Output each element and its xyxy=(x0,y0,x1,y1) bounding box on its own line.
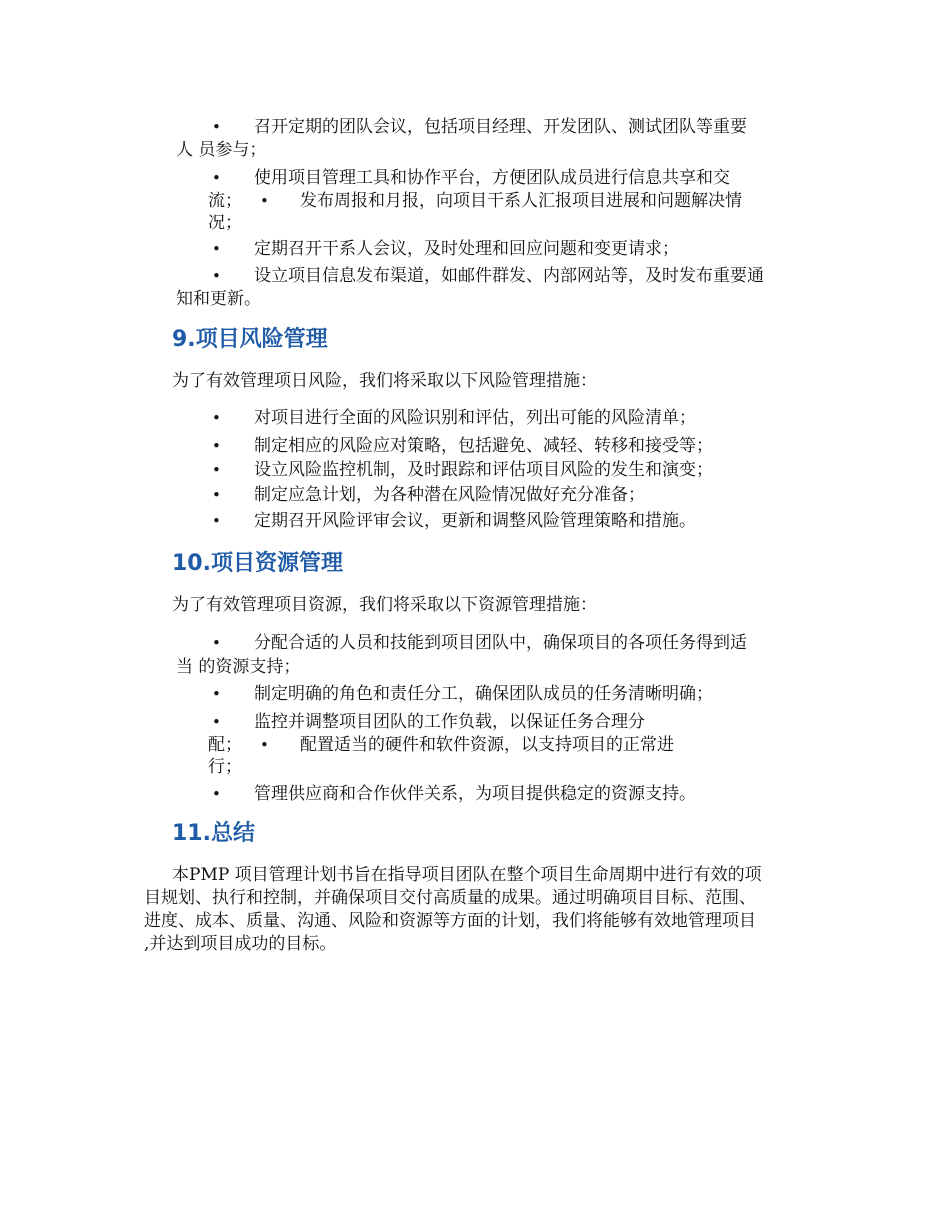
bullet-marker: • xyxy=(212,409,221,427)
resource-item-5: 管理供应商和合作伙伴关系，为项目提供稳定的资源支持。 xyxy=(254,784,696,804)
bullet-marker: • xyxy=(212,512,221,530)
risk-intro: 为了有效管理项日风险，我们将采取以下风险管理措施： xyxy=(172,371,597,391)
bullet-marker: • xyxy=(260,736,269,754)
risk-item: 设立风险监控机制，及时跟踪和评估项目风险的发生和演变； xyxy=(254,460,713,480)
bullet-marker: • xyxy=(212,461,221,479)
comm-item-1-line-1: 召开定期的团队会议，包括项目经理、开发团队、测试团队等重要 xyxy=(254,117,747,137)
resource-item-3-line-2: 配； xyxy=(208,735,242,755)
risk-item: 制定相应的风险应对策略，包括避免、减轻、转移和接受等； xyxy=(254,436,713,456)
bullet-marker: • xyxy=(212,785,221,803)
comm-item-5-line-2: 知和更新。 xyxy=(176,289,261,309)
summary-line-3: 进度、成本、质量、沟通、风险和资源等方面的计划，我们将能够有效地管理项目 xyxy=(144,911,756,931)
resource-item-4-line-2: 行； xyxy=(208,757,242,777)
risk-item: 定期召开风险评审会议，更新和调整风险管理策略和措施。 xyxy=(254,511,696,531)
comm-item-2-line-2: 流； xyxy=(208,191,242,211)
comm-item-2-line-1: 使用项目管理工具和协作平台，方便团队成员进行信息共享和交 xyxy=(254,168,730,188)
bullet-marker: • xyxy=(212,634,221,652)
bullet-marker: • xyxy=(212,240,221,258)
risk-item: 对项目进行全面的风险识别和评估，列出可能的风险清单； xyxy=(254,408,696,428)
comm-item-5-line-1: 设立项目信息发布渠道，如邮件群发、内部网站等，及时发布重要通 xyxy=(254,266,764,286)
resource-intro: 为了有效管理项目资源，我们将采取以下资源管理措施： xyxy=(172,595,597,615)
comm-item-3-line-2: 况； xyxy=(208,213,242,233)
resource-item-1-line-2: 当 的资源支持； xyxy=(176,657,301,677)
resource-item-2: 制定明确的角色和责任分工，确保团队成员的任务清晰明确； xyxy=(254,684,713,704)
risk-item: 制定应急计划，为各种潜在风险情况做好充分准备； xyxy=(254,485,645,505)
comm-item-4: 定期召开干系人会议，及时处理和回应问题和变更请求； xyxy=(254,239,679,259)
bullet-marker: • xyxy=(212,118,221,136)
section-heading-risk: 9.项目风险管理 xyxy=(172,327,328,352)
section-heading-resource: 10.项目资源管理 xyxy=(172,551,343,576)
bullet-marker: • xyxy=(212,169,221,187)
bullet-marker: • xyxy=(260,192,269,210)
comm-item-3-line-1: 发布周报和月报，向项目干系人汇报项目进展和问题解决情 xyxy=(300,191,742,211)
resource-item-3-line-1: 监控并调整项目团队的工作负载，以保证任务合理分 xyxy=(254,712,645,732)
resource-item-1-line-1: 分配合适的人员和技能到项目团队中，确保项目的各项任务得到适 xyxy=(254,633,747,653)
bullet-marker: • xyxy=(212,713,221,731)
bullet-marker: • xyxy=(212,437,221,455)
summary-line-4: ,并达到项目成功的目标。 xyxy=(144,934,337,954)
comm-item-1-line-2: 人 员参与； xyxy=(176,140,267,160)
section-heading-summary: 11.总结 xyxy=(172,821,255,846)
summary-line-1: 本PMP 项目管理计划书旨在指导项目团队在整个项目生命周期中进行有效的项 xyxy=(172,865,762,885)
summary-line-2: 目规划、执行和控制，并确保项目交付高质量的成果。通过明确项目目标、范围、 xyxy=(144,888,756,908)
bullet-marker: • xyxy=(212,486,221,504)
resource-item-4-line-1: 配置适当的硬件和软件资源，以支持项目的正常进 xyxy=(300,735,674,755)
bullet-marker: • xyxy=(212,685,221,703)
bullet-marker: • xyxy=(212,267,221,285)
